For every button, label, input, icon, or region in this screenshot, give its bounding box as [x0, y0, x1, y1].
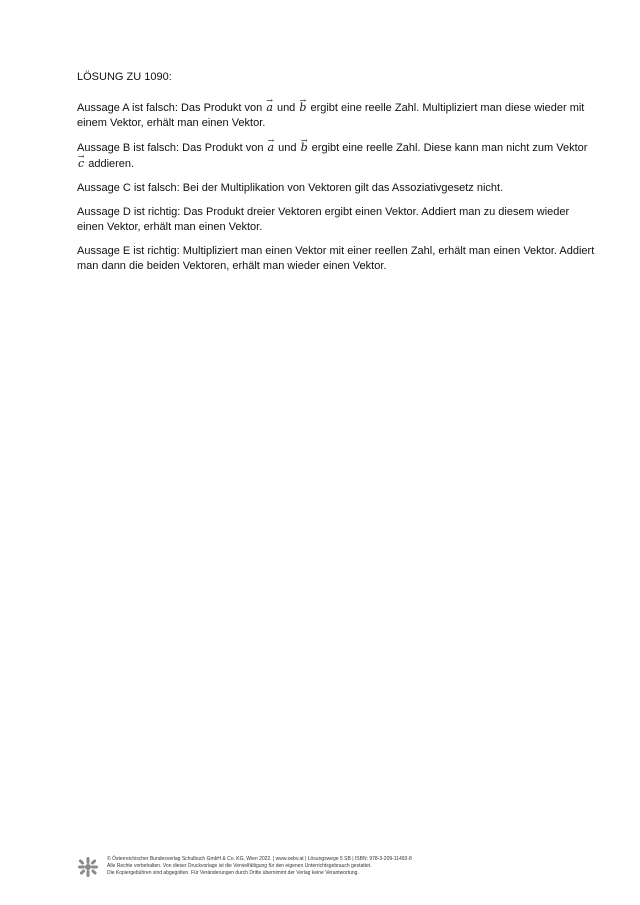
statement-a-text-3: ergibt eine reelle Zahl. Multipliziert man diese wieder mit einem Vektor, erhält man einen Vektor. — [77, 102, 585, 129]
statement-b-text-4: addieren. — [85, 158, 135, 170]
vector-c-symbol: → c — [77, 156, 85, 171]
statement-b-text-2: und — [275, 142, 300, 154]
publisher-logo-icon — [77, 856, 99, 878]
statement-a — [77, 100, 597, 131]
publisher-logo-graphic — [77, 856, 99, 878]
statement-a-text-2: und — [273, 102, 299, 114]
statement-b-text-1: Aussage B ist falsch: Das Produkt von — [77, 142, 267, 154]
copyright-footer — [77, 856, 577, 878]
statement-d: Aussage D ist richtig: Das Produkt dreier Vektoren ergibt einen Vektor. Addiert man zu diesem wieder einen Vektor, erhält man einen Vektor. — [77, 206, 570, 233]
statement-b — [77, 140, 597, 172]
solution-content — [77, 70, 597, 283]
statement-c: Aussage C ist falsch: Bei der Multiplikation von Vektoren gilt das Assoziativgesetz nicht. — [77, 182, 504, 194]
vector-b-symbol: → b — [300, 140, 309, 155]
statement-a-text-1: Aussage A ist falsch: Das Produkt von — [77, 102, 266, 114]
vector-a-symbol: → a — [265, 100, 274, 115]
statement-b-text-3: ergibt eine reelle Zahl. Diese kann man nicht zum Vektor — [308, 142, 588, 154]
solution-heading: LÖSUNG ZU 1090: — [77, 71, 172, 83]
statement-e: Aussage E ist richtig: Multipliziert man einen Vektor mit einer reellen Zahl, erhält man einen Vektor. Addiert man dann die beiden Vektoren, erhält man wieder einen Vektor. — [77, 245, 595, 272]
vector-b-symbol: → b — [298, 100, 307, 115]
vector-a-symbol: → a — [267, 140, 276, 155]
copyright-line-1: © Österreichischer Bundesverlag Schulbuch GmbH & Co. KG, Wien 2022. | www.oebv.at | Lösungswege 5 SB | ISBN: 978-3-209-11493-8 — [107, 856, 412, 862]
copyright-text — [107, 856, 412, 877]
copyright-line-2: Alle Rechte vorbehalten. Von dieser Druckvorlage ist die Vervielfältigung für den eigenen Unterrichtsgebrauch gestattet. — [107, 863, 372, 869]
copyright-line-3: Die Kopiergebühren sind abgegolten. Für Veränderungen durch Dritte übernimmt der Verlag keine Verantwortung. — [107, 870, 359, 876]
